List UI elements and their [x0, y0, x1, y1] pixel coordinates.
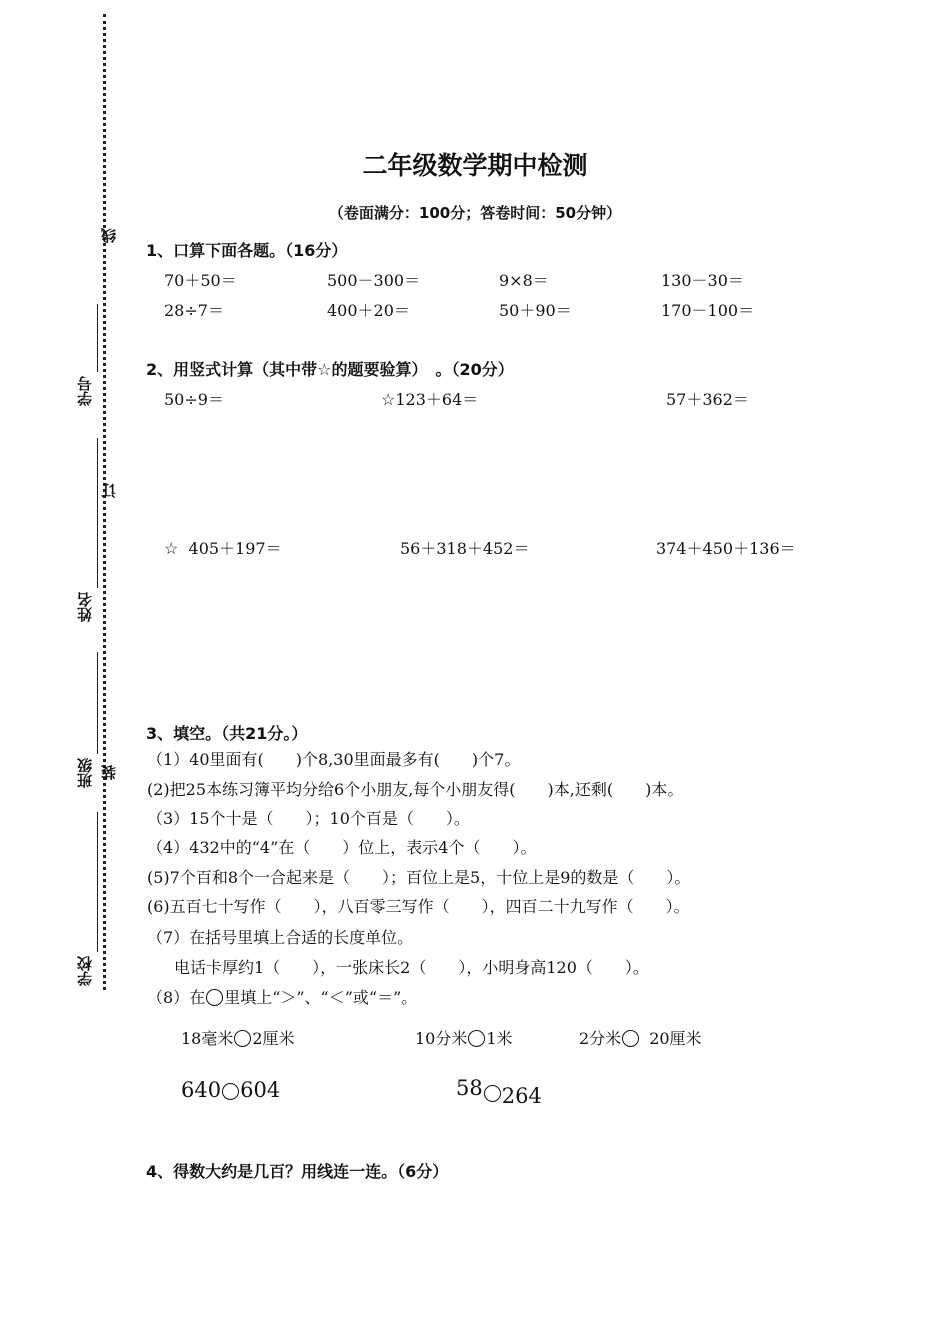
- compare-right: 2厘米: [252, 1029, 295, 1048]
- compare-left: 10分米: [415, 1029, 468, 1048]
- section-2-heading: 2、用竖式计算（其中带☆的题要验算） 。（20分）: [146, 360, 514, 379]
- name-line: [97, 438, 98, 588]
- page-title: 二年级数学期中检测: [362, 151, 588, 180]
- fill-blank-item: (6)五百七十写作（ ），八百零三写作（ ），四百二十九写作（ ）。: [147, 897, 690, 916]
- compare-left: 640: [181, 1078, 222, 1102]
- fill-blank-item: 电话卡厚约1（ ），一张床长2（ ），小明身高120（ ）。: [174, 958, 649, 977]
- compare-question: [456, 1076, 542, 1108]
- fill-blank-item: （1）40里面有( )个8,30里面最多有( )个7。: [147, 750, 521, 769]
- vertical-calc-question: 57＋362＝: [666, 390, 749, 409]
- binding-mark-ding: 订: [100, 483, 118, 498]
- oral-question: 170－100＝: [661, 301, 755, 320]
- vertical-calc-question: 56＋318＋452＝: [400, 539, 530, 558]
- oral-question: 130－30＝: [661, 271, 744, 290]
- binding-mark-zhuang: 装: [100, 765, 118, 780]
- fill-blank-item-8: [147, 985, 417, 1008]
- fill-blank-item: （7）在括号里填上合适的长度单位。: [147, 928, 414, 947]
- compare-circle[interactable]: [622, 1030, 639, 1047]
- compare-question: [415, 1026, 513, 1049]
- vertical-calc-question: 374＋450＋136＝: [656, 539, 796, 558]
- fill-blank-item: (2)把25本练习簿平均分给6个小朋友,每个小朋友得( )本,还剩( )本。: [147, 780, 684, 799]
- circle-icon: [206, 989, 223, 1006]
- item-8-prefix: （8）在: [147, 988, 206, 1007]
- compare-left: 2分米: [579, 1029, 622, 1048]
- oral-question: 28÷7＝: [164, 301, 224, 320]
- section-1-heading: 1、口算下面各题。（16分）: [146, 241, 348, 260]
- name-label: 姓名: [76, 592, 94, 622]
- exam-info: （卷面满分：100分；答卷时间：50分钟）: [328, 204, 622, 222]
- oral-question: 70＋50＝: [164, 271, 237, 290]
- fill-blank-item: （3）15个十是（ ）；10个百是（ ）。: [147, 809, 470, 828]
- class-label: 班级: [76, 758, 94, 788]
- oral-question: 50＋90＝: [499, 301, 572, 320]
- vertical-calc-question: ☆ 405＋197＝: [164, 539, 282, 558]
- student-number-line: [97, 304, 98, 372]
- student-number-label: 学号: [76, 376, 94, 406]
- compare-circle[interactable]: [468, 1030, 485, 1047]
- class-line: [97, 652, 98, 754]
- compare-circle[interactable]: [222, 1083, 239, 1100]
- compare-right: 604: [240, 1078, 281, 1102]
- vertical-calc-question: ☆123＋64＝: [381, 390, 479, 409]
- fill-blank-item: （4）432中的“4”在（ ）位上，表示4个（ ）。: [147, 838, 537, 857]
- fill-blank-item: (5)7个百和8个一合起来是（ ）；百位上是5，十位上是9的数是（ ）。: [147, 868, 691, 887]
- compare-right: 264: [501, 1084, 542, 1108]
- oral-question: 9×8＝: [499, 271, 549, 290]
- compare-left: 18毫米: [181, 1029, 234, 1048]
- item-8-suffix: 里填上“＞”、“＜”或“＝”。: [224, 988, 418, 1007]
- compare-question: [181, 1026, 295, 1049]
- oral-question: 400＋20＝: [327, 301, 410, 320]
- compare-left: 58: [456, 1076, 483, 1100]
- vertical-calc-question: 50÷9＝: [164, 390, 224, 409]
- compare-question: [579, 1026, 702, 1049]
- compare-right: 1米: [486, 1029, 513, 1048]
- compare-circle[interactable]: [234, 1030, 251, 1047]
- compare-question: [181, 1078, 280, 1102]
- oral-question: 500－300＝: [327, 271, 421, 290]
- binding-mark-xian: 线: [100, 228, 118, 243]
- compare-circle[interactable]: [484, 1085, 501, 1102]
- school-label: 学校: [76, 956, 94, 986]
- section-4-heading: 4、得数大约是几百？用线连一连。（6分）: [146, 1162, 449, 1181]
- section-3-heading: 3、填空。（共21分。）: [146, 724, 308, 743]
- compare-right: 20厘米: [649, 1029, 702, 1048]
- school-line: [97, 812, 98, 952]
